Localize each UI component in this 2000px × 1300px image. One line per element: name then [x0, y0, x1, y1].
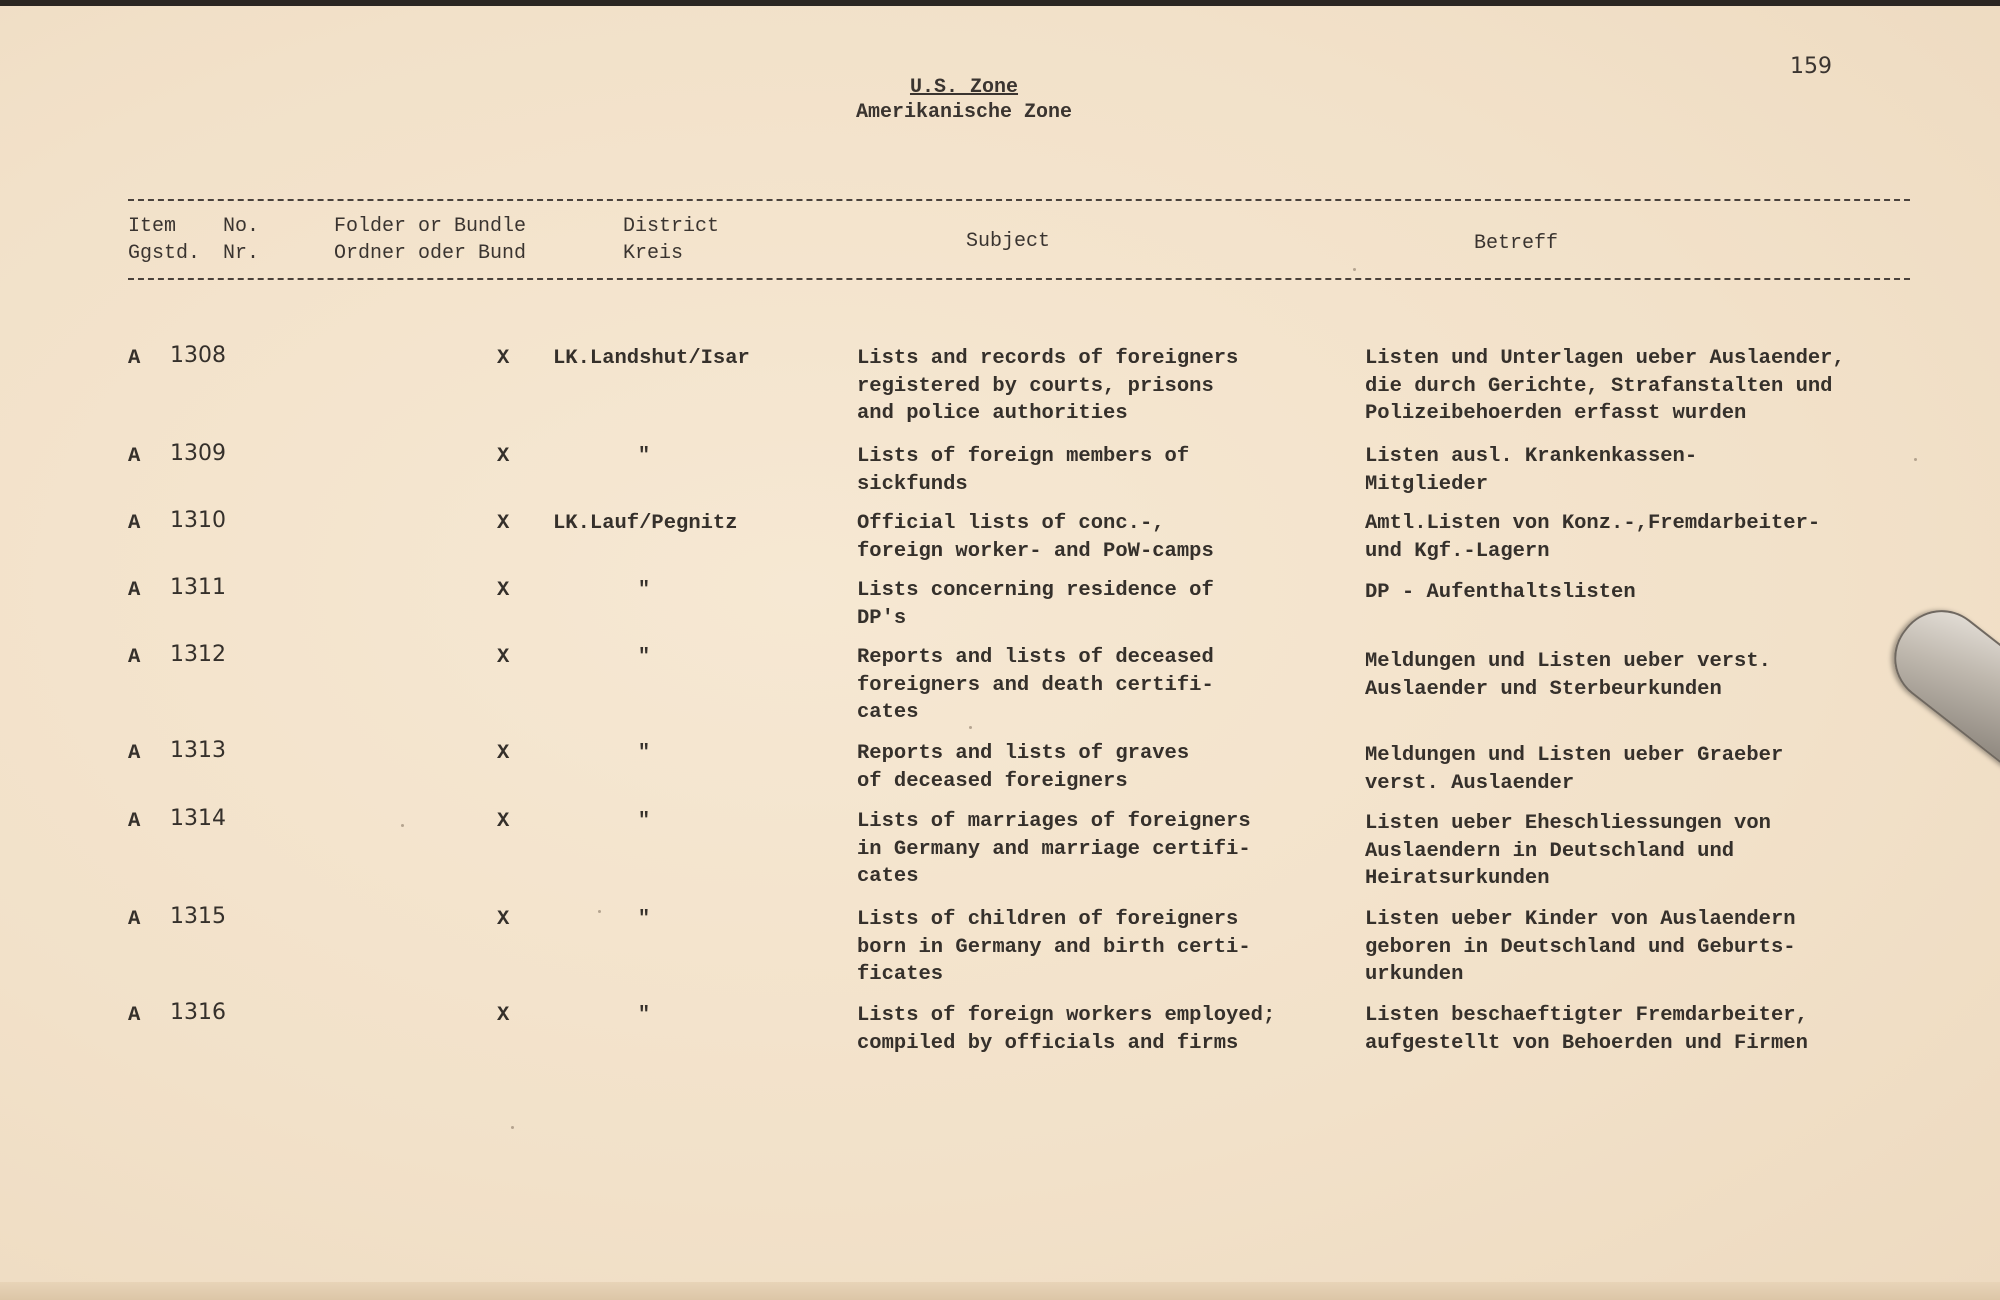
row-number: 1308	[170, 343, 226, 368]
paper-speck	[598, 910, 601, 913]
row-number: 1309	[170, 441, 226, 466]
row-betreff: Listen ausl. Krankenkassen- Mitglieder	[1365, 445, 1698, 496]
row-betreff: DP - Aufenthaltslisten	[1365, 581, 1636, 604]
col-header-no-en: No.	[223, 215, 260, 238]
row-district-ditto: "	[638, 579, 651, 602]
row-number: 1311	[170, 575, 226, 600]
paper-speck	[511, 1126, 514, 1129]
page-number: 159	[1790, 54, 1832, 79]
row-item: A	[128, 445, 141, 468]
header-rule-bottom	[128, 278, 1910, 280]
col-header-folder-de: Ordner oder Bund	[334, 242, 527, 265]
row-district: LK.Landshut/Isar	[553, 347, 750, 370]
row-folder: X	[497, 810, 510, 833]
row-subject: Official lists of conc.-, foreign worker- and PoW-camps	[857, 512, 1214, 563]
row-betreff: Listen beschaeftigter Fremdarbeiter, aufgestellt von Behoerden und Firmen	[1365, 1004, 1808, 1055]
row-betreff: Listen ueber Eheschliessungen von Auslaendern in Deutschland und Heiratsurkunden	[1365, 812, 1771, 890]
row-betreff: Listen und Unterlagen ueber Auslaender, die durch Gerichte, Strafanstalten und Polizeibehoerden erfasst wurden	[1365, 347, 1845, 425]
row-subject: Lists of children of foreigners born in Germany and birth certi- ficates	[857, 908, 1251, 986]
row-folder: X	[497, 445, 510, 468]
row-betreff: Listen ueber Kinder von Auslaendern geboren in Deutschland und Geburts- urkunden	[1365, 908, 1796, 986]
col-header-district-de: Kreis	[623, 242, 684, 265]
row-betreff: Meldungen und Listen ueber verst. Auslaender und Sterbeurkunden	[1365, 650, 1771, 701]
row-item: A	[128, 1004, 141, 1027]
row-betreff: Amtl.Listen von Konz.-,Fremdarbeiter- und Kgf.-Lagern	[1365, 512, 1821, 563]
paper-speck	[1914, 458, 1917, 461]
row-district: LK.Lauf/Pegnitz	[553, 512, 738, 535]
row-subject: Lists of marriages of foreigners in Germany and marriage certifi- cates	[857, 810, 1251, 888]
row-district-ditto: "	[638, 445, 651, 468]
row-item: A	[128, 347, 141, 370]
row-district-ditto: "	[638, 1004, 651, 1027]
document-page	[0, 6, 2000, 1300]
row-number: 1313	[170, 738, 226, 763]
header-rule-top	[128, 199, 1910, 201]
row-number: 1315	[170, 904, 226, 929]
row-subject: Reports and lists of deceased foreigners and death certifi- cates	[857, 646, 1214, 724]
row-number: 1310	[170, 508, 226, 533]
paper-speck	[401, 824, 404, 827]
row-item: A	[128, 742, 141, 765]
row-folder: X	[497, 742, 510, 765]
col-header-subject: Subject	[966, 230, 1051, 253]
row-item: A	[128, 908, 141, 931]
col-header-district-en: District	[623, 215, 720, 238]
paper-speck	[969, 726, 972, 729]
row-folder: X	[497, 512, 510, 535]
col-header-folder-en: Folder or Bundle	[334, 215, 527, 238]
page-bottom-edge	[0, 1282, 2000, 1300]
row-number: 1314	[170, 806, 226, 831]
row-district-ditto: "	[638, 646, 651, 669]
page-subtitle: Amerikanische Zone	[855, 101, 1073, 124]
col-header-no-de: Nr.	[223, 242, 260, 265]
row-district-ditto: "	[638, 810, 651, 833]
col-header-item-en: Item	[128, 215, 177, 238]
row-district-ditto: "	[638, 742, 651, 765]
row-number: 1312	[170, 642, 226, 667]
page-title: U.S. Zone	[909, 76, 1019, 99]
col-header-item-de: Ggstd.	[128, 242, 201, 265]
col-header-betreff: Betreff	[1474, 232, 1559, 255]
row-item: A	[128, 810, 141, 833]
row-district-ditto: "	[638, 908, 651, 931]
row-number: 1316	[170, 1000, 226, 1025]
row-folder: X	[497, 908, 510, 931]
row-item: A	[128, 579, 141, 602]
row-subject: Lists and records of foreigners registered by courts, prisons and police authorities	[857, 347, 1239, 425]
row-subject: Lists of foreign members of sickfunds	[857, 445, 1190, 496]
row-item: A	[128, 512, 141, 535]
row-item: A	[128, 646, 141, 669]
row-folder: X	[497, 347, 510, 370]
row-folder: X	[497, 1004, 510, 1027]
paper-speck	[1353, 268, 1356, 271]
row-folder: X	[497, 579, 510, 602]
row-subject: Lists concerning residence of DP's	[857, 579, 1214, 630]
row-subject: Lists of foreign workers employed; compiled by officials and firms	[857, 1004, 1276, 1055]
row-folder: X	[497, 646, 510, 669]
row-betreff: Meldungen und Listen ueber Graeber verst. Auslaender	[1365, 744, 1784, 795]
row-subject: Reports and lists of graves of deceased foreigners	[857, 742, 1190, 793]
